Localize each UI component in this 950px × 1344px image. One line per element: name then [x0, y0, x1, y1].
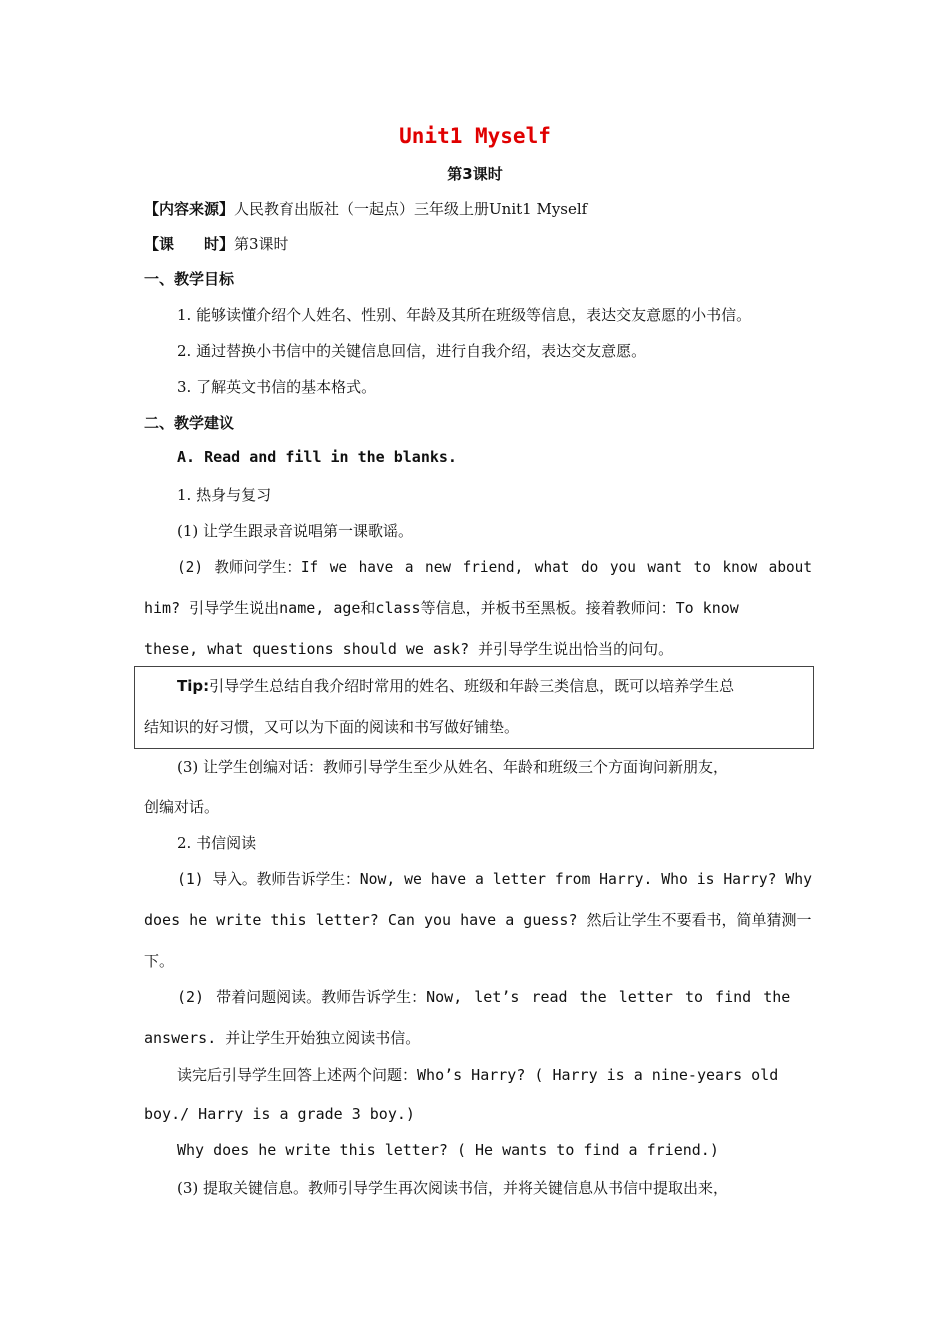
tip-text-1: 引导学生总结自我介绍时常用的姓名、班级和年龄三类信息，既可以培养学生总	[209, 677, 735, 695]
reading-heading: 2. 书信阅读	[177, 834, 257, 852]
warmup-step-3-line-2: 创编对话。	[144, 798, 220, 816]
tip-line-2: 结知识的好习惯，又可以为下面的阅读和书写做好铺垫。	[144, 718, 520, 736]
content-source-line	[144, 198, 587, 219]
warmup-heading: 1. 热身与复习	[177, 486, 272, 504]
warmup-step-2-line-3: these, what questions should we ask? 并引导学生说出恰当的问句。	[144, 640, 674, 658]
after-reading-line-2: boy./ Harry is a grade 3 boy.)	[144, 1105, 415, 1123]
why-question-line: Why does he write this letter? ( He wants to find a friend.)	[177, 1141, 719, 1159]
period-line	[144, 233, 289, 254]
reading-step-2-line-2: answers. 并让学生开始独立阅读书信。	[144, 1029, 421, 1047]
warmup-step-3-line-1: (3) 让学生创编对话：教师引导学生至少从姓名、年龄和班级三个方面询问新朋友，	[177, 758, 729, 776]
reading-step-1-line-2: does he write this letter? Can you have a guess? 然后让学生不要看书，简单猜测一	[144, 911, 812, 929]
content-source-label: 【内容来源】	[144, 200, 235, 218]
tip-line-1	[177, 675, 734, 696]
warmup-step-1: (1) 让学生跟录音说唱第一课歌谣。	[177, 522, 414, 540]
reading-step-1-line-3: 下。	[144, 952, 175, 970]
tip-label: Tip:	[177, 677, 210, 695]
document-title: Unit1 Myself	[399, 124, 551, 148]
period-value: 第3课时	[234, 235, 289, 253]
period-label: 【课 时】	[144, 235, 235, 253]
reading-step-1-line-1: (1) 导入。教师告诉学生：Now, we have a letter from Harry. Who is Harry? Why	[177, 870, 812, 888]
part-a-heading: A. Read and fill in the blanks.	[177, 448, 457, 466]
warmup-step-2-line-1: (2) 教师问学生：If we have a new friend, what do you want to know about	[177, 558, 813, 576]
content-source-value: 人民教育出版社（一起点）三年级上册Unit1 Myself	[234, 200, 588, 218]
after-reading-line-1: 读完后引导学生回答上述两个问题：Who’s Harry? ( Harry is a nine-years old	[177, 1066, 779, 1084]
goal-item-3: 3. 了解英文书信的基本格式。	[177, 378, 377, 396]
lesson-period-subtitle: 第3课时	[447, 165, 503, 183]
reading-step-2-line-1: (2) 带着问题阅读。教师告诉学生：Now, let’s read the letter to find the	[177, 988, 791, 1006]
goal-item-2: 2. 通过替换小书信中的关键信息回信，进行自我介绍，表达交友意愿。	[177, 342, 647, 360]
warmup-step-2-line-2: him? 引导学生说出name, age和class等信息，并板书至黑板。接着教师问：To know	[144, 599, 739, 617]
goals-heading: 一、教学目标	[144, 270, 235, 288]
reading-step-3-line-1: (3) 提取关键信息。教师引导学生再次阅读书信，并将关键信息从书信中提取出来，	[177, 1179, 729, 1197]
goal-item-1: 1. 能够读懂介绍个人姓名、性别、年龄及其所在班级等信息，表达交友意愿的小书信。	[177, 306, 752, 324]
suggestions-heading: 二、教学建议	[144, 414, 235, 432]
